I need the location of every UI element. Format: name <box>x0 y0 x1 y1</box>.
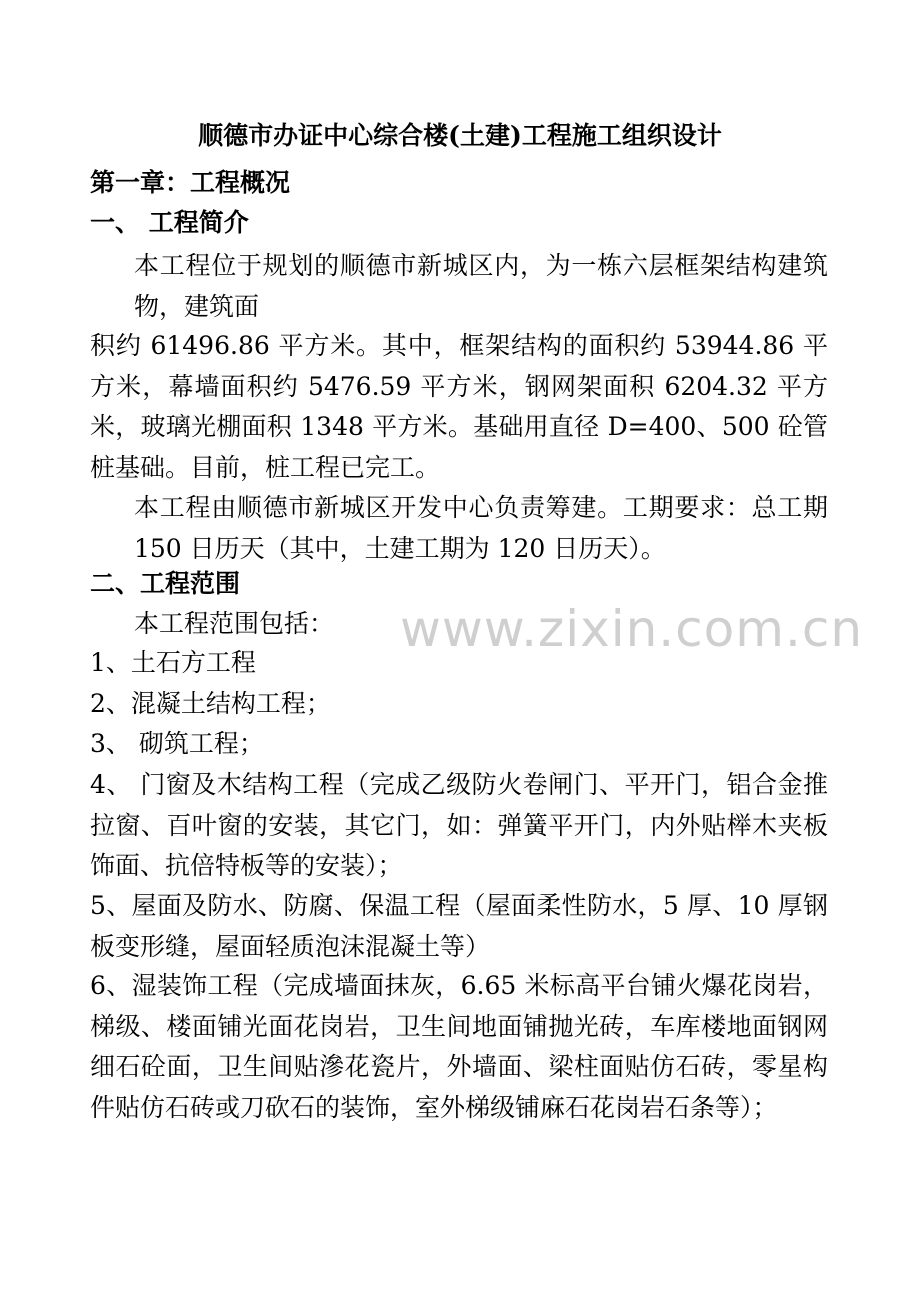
scope-item: 6、湿装饰工程（完成墙面抹灰，6.65 米标高平台铺火爆花岗岩，梯级、楼面铺光面花岗岩，卫生间地面铺抛光砖，车库楼地面钢网细石砼面，卫生间贴滲花瓷片，外墙面、梁柱面贴仿石砖，零星构件贴仿石砖或刀砍石的装饰，室外梯级铺麻石花岗岩石条等）； <box>90 971 828 1122</box>
scope-item: 5、屋面及防水、防腐、保温工程（屋面柔性防水，5 厚、10 厚钢板变形缝，屋面轻质泡沫混凝土等） <box>90 891 828 961</box>
watermark: www.zixin.com.cn <box>400 600 864 658</box>
section-heading-overview: 一、 工程简介 <box>90 208 249 237</box>
section-heading-scope: 二、工程范围 <box>90 569 241 598</box>
scope-intro: 本工程范围包括： <box>134 609 335 638</box>
document-title: 顺德市办证中心综合楼(土建)工程施工组织设计 <box>198 121 722 150</box>
scope-item: 1、土石方工程 <box>90 648 256 677</box>
chapter-heading: 第一章：工程概况 <box>90 168 291 197</box>
paragraph-location: 本工程位于规划的顺德市新城区内，为一栋六层框架结构建筑物，建筑面 <box>134 251 828 321</box>
paragraph-area: 积约 61496.86 平方米。其中，框架结构的面积约 53944.86 平方米，幕墙面积约 5476.59 平方米，钢网架面积 6204.32 平方米，玻璃光棚面积 1348 平方米。基础用直径 D=400、500 砼管桩基础。目前，桩工程已完工。 <box>90 331 828 482</box>
paragraph-schedule: 本工程由顺德市新城区开发中心负责筹建。工期要求：总工期 150 日历天（其中，土建工期为 120 日历天）。 <box>134 493 828 563</box>
scope-item: 3、 砌筑工程； <box>90 729 264 758</box>
scope-item: 2、混凝土结构工程； <box>90 689 331 718</box>
scope-item: 4、 门窗及木结构工程（完成乙级防火卷闸门、平开门，铝合金推拉窗、百叶窗的安装，其它门，如：弹簧平开门，内外贴榉木夹板饰面、抗倍特板等的安装）； <box>90 770 828 880</box>
